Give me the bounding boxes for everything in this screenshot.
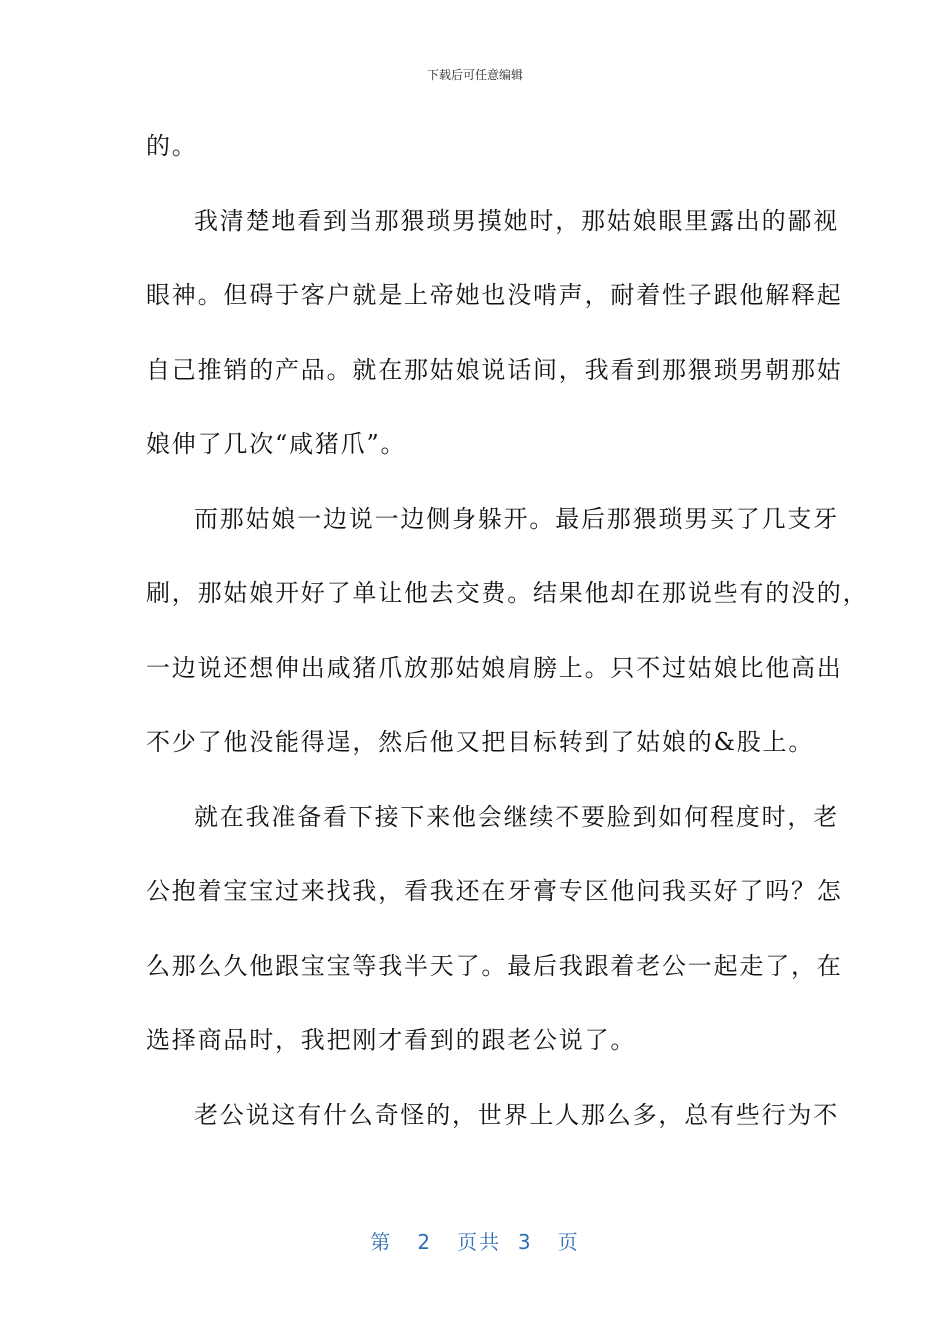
text-line: 不少了他没能得逞，然后他又把目标转到了姑娘的&股上。 <box>146 728 815 756</box>
text-line: 公抱着宝宝过来找我，看我还在牙膏专区他问我买好了吗？怎 <box>146 877 843 905</box>
text-line: 老公说这有什么奇怪的，世界上人那么多，总有些行为不 <box>194 1100 839 1129</box>
page-label-mid: 页共 <box>457 1230 502 1254</box>
page-label-prefix: 第 <box>370 1230 393 1254</box>
page-label-suffix: 页 <box>557 1230 580 1254</box>
text-line: 我清楚地看到当那猥琐男摸她时，那姑娘眼里露出的鄙视 <box>194 206 839 235</box>
text-line: 一边说还想伸出咸猪爪放那姑娘肩膀上。只不过姑娘比他高出 <box>146 653 843 682</box>
current-page-number: 2 <box>417 1230 433 1254</box>
page-footer <box>0 1226 950 1255</box>
text-line: 眼神。但碍于客户就是上帝她也没啃声，耐着性子跟他解释起 <box>146 281 843 309</box>
text-line: 就在我准备看下接下来他会继续不要脸到如何程度时，老 <box>194 802 839 831</box>
total-pages-number: 3 <box>517 1230 533 1254</box>
page-header: 下载后可任意编辑 <box>426 68 523 82</box>
text-line: 刷，那姑娘开好了单让他去交费。结果他却在那说些有的没的， <box>146 579 869 607</box>
document-body <box>146 122 869 1165</box>
text-line: 娘伸了几次“咸猪爪”。 <box>146 430 407 458</box>
text-line: 么那么久他跟宝宝等我半天了。最后我跟着老公一起走了，在 <box>146 951 843 980</box>
text-line: 自己推销的产品。就在那姑娘说话间，我看到那猥琐男朝那姑 <box>146 355 843 384</box>
text-line: 而那姑娘一边说一边侧身躲开。最后那猥琐男买了几支牙 <box>194 504 839 533</box>
text-line: 的。 <box>146 132 198 160</box>
text-line: 选择商品时，我把刚才看到的跟老公说了。 <box>146 1026 637 1054</box>
